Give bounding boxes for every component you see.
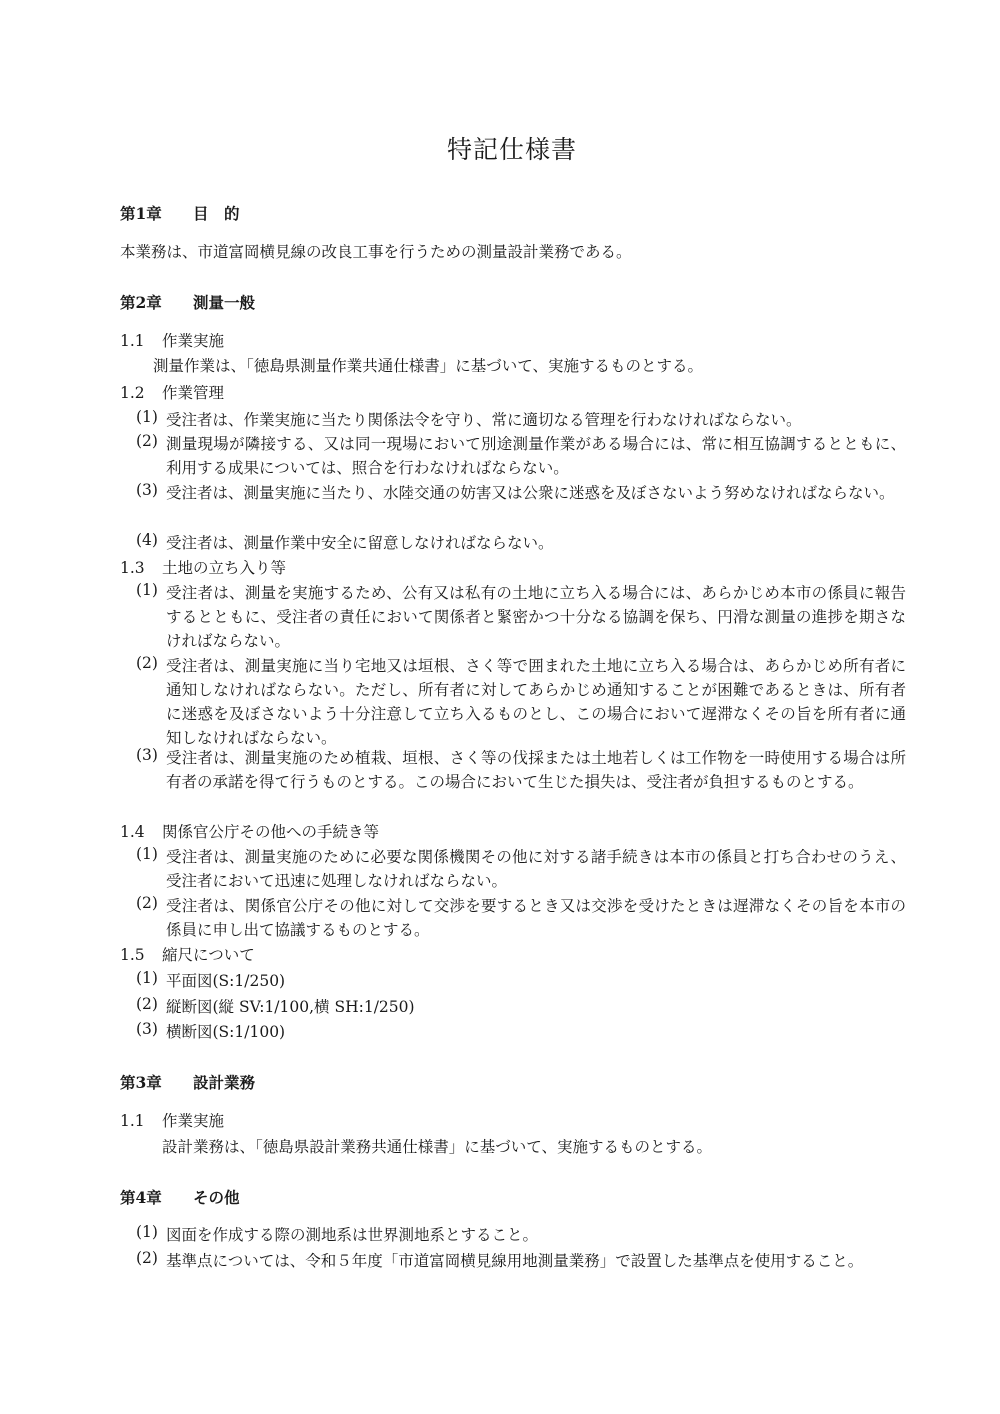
section-title: 作業管理 — [162, 384, 225, 402]
item-text: 受注者は、作業実施に当たり関係法令を守り、常に適切なる管理を行わなければならない。 — [166, 411, 802, 429]
item-number: (1) — [136, 408, 158, 426]
item-number: (2) — [136, 654, 158, 672]
item-number: (3) — [136, 1020, 158, 1038]
item-text: 受注者は、測量実施に当り宅地又は垣根、さく等で囲まれた土地に立ち入る場合は、あらかじめ所有者に通知しなければならない。ただし、所有者に対してあらかじめ通知することが困難であるときは、所有者に迷惑を及ぼさないよう十分注意して立ち入るものとし、この場合において遅滞なくその旨を所有者に通知しなければならない。 — [166, 657, 906, 747]
chapter-title: 測量一般 — [193, 293, 256, 312]
chapter-3-heading — [120, 1071, 255, 1093]
item-text: 縦断図(縦 SV:1/100,横 SH:1/250) — [166, 998, 415, 1016]
chapter-number: 第3章 — [120, 1073, 162, 1092]
section-heading — [120, 381, 224, 403]
list-item — [136, 654, 906, 750]
section-heading — [120, 329, 224, 351]
item-text: 受注者は、測量実施のため植栽、垣根、さく等の伐採または土地若しくは工作物を一時使用する場合は所有者の承諾を得て行うものとする。この場合において生じた損失は、受注者が負担するものとする。 — [166, 749, 906, 791]
list-item — [136, 1223, 906, 1247]
section-heading — [120, 820, 379, 842]
section-number: 1.1 — [120, 332, 145, 350]
item-text: 横断図(S:1/100) — [166, 1023, 286, 1041]
chapter-4-heading — [120, 1186, 240, 1208]
item-number: (1) — [136, 1223, 158, 1241]
list-item — [136, 969, 906, 993]
chapter-2-heading — [120, 291, 255, 313]
section-number: 1.4 — [120, 823, 145, 841]
section-title: 関係官公庁その他への手続き等 — [162, 823, 380, 841]
item-number: (2) — [136, 1249, 158, 1267]
list-item — [136, 531, 906, 555]
item-text: 受注者は、測量を実施するため、公有又は私有の土地に立ち入る場合には、あらかじめ本市の係員に報告するとともに、受注者の責任において関係者と緊密かつ十分なる協調を保ち、円滑な測量の進捗を期さなければならない。 — [166, 584, 906, 650]
chapter-1-heading — [120, 202, 240, 224]
section-heading — [120, 1109, 224, 1131]
document-title: 特記仕様書 — [446, 135, 577, 164]
item-number: (2) — [136, 995, 158, 1013]
section-text: 設計業務は、「徳島県設計業務共通仕様書」に基づいて、実施するものとする。 — [162, 1138, 712, 1156]
list-item — [136, 845, 906, 893]
item-text: 受注者は、測量実施のために必要な関係機関その他に対する諸手続きは本市の係員と打ち合わせのうえ、受注者において迅速に処理しなければならない。 — [166, 848, 906, 890]
section-heading — [120, 943, 255, 965]
chapter-title: その他 — [193, 1188, 240, 1207]
section-title: 作業実施 — [162, 332, 225, 350]
section-heading — [120, 556, 286, 578]
list-item — [136, 481, 906, 505]
item-text: 受注者は、測量作業中安全に留意しなければならない。 — [166, 534, 554, 552]
list-item — [136, 746, 906, 794]
section-number: 1.3 — [120, 559, 145, 577]
chapter-number: 第2章 — [120, 293, 162, 312]
section-number: 1.5 — [120, 946, 145, 964]
item-number: (4) — [136, 531, 158, 549]
list-item — [136, 894, 906, 942]
list-item — [136, 1020, 906, 1044]
item-number: (1) — [136, 845, 158, 863]
list-item — [136, 1249, 906, 1273]
chapter-title: 設計業務 — [193, 1073, 256, 1092]
chapter-number: 第1章 — [120, 204, 162, 223]
item-text: 基準点については、令和５年度「市道富岡横見線用地測量業務」で設置した基準点を使用すること。 — [166, 1252, 864, 1270]
item-number: (3) — [136, 481, 158, 499]
section-title: 縮尺について — [162, 946, 255, 964]
section-text: 測量作業は、「徳島県測量作業共通仕様書」に基づいて、実施するものとする。 — [153, 357, 703, 375]
item-number: (2) — [136, 432, 158, 450]
item-text: 平面図(S:1/250) — [166, 972, 286, 990]
item-number: (2) — [136, 894, 158, 912]
section-title: 作業実施 — [162, 1112, 225, 1130]
item-number: (1) — [136, 969, 158, 987]
item-number: (1) — [136, 581, 158, 599]
list-item — [136, 581, 906, 653]
chapter-title: 目 的 — [193, 204, 240, 223]
item-number: (3) — [136, 746, 158, 764]
list-item — [136, 408, 906, 432]
section-number: 1.2 — [120, 384, 145, 402]
chapter-number: 第4章 — [120, 1188, 162, 1207]
section-number: 1.1 — [120, 1112, 145, 1130]
chapter-1-text: 本業務は、市道富岡横見線の改良工事を行うための測量設計業務である。 — [120, 243, 632, 261]
item-text: 受注者は、関係官公庁その他に対して交渉を要するとき又は交渉を受けたときは遅滞なくその旨を本市の係員に申し出て協議するものとする。 — [166, 897, 906, 939]
section-title: 土地の立ち入り等 — [162, 559, 287, 577]
item-text: 測量現場が隣接する、又は同一現場において別途測量作業がある場合には、常に相互協調するとともに、利用する成果については、照合を行わなければならない。 — [166, 435, 906, 477]
item-text: 図面を作成する際の測地系は世界測地系とすること。 — [166, 1226, 539, 1244]
list-item — [136, 995, 906, 1019]
list-item — [136, 432, 906, 480]
item-text: 受注者は、測量実施に当たり、水陸交通の妨害又は公衆に迷惑を及ぼさないよう努めなければならない。 — [166, 484, 895, 502]
